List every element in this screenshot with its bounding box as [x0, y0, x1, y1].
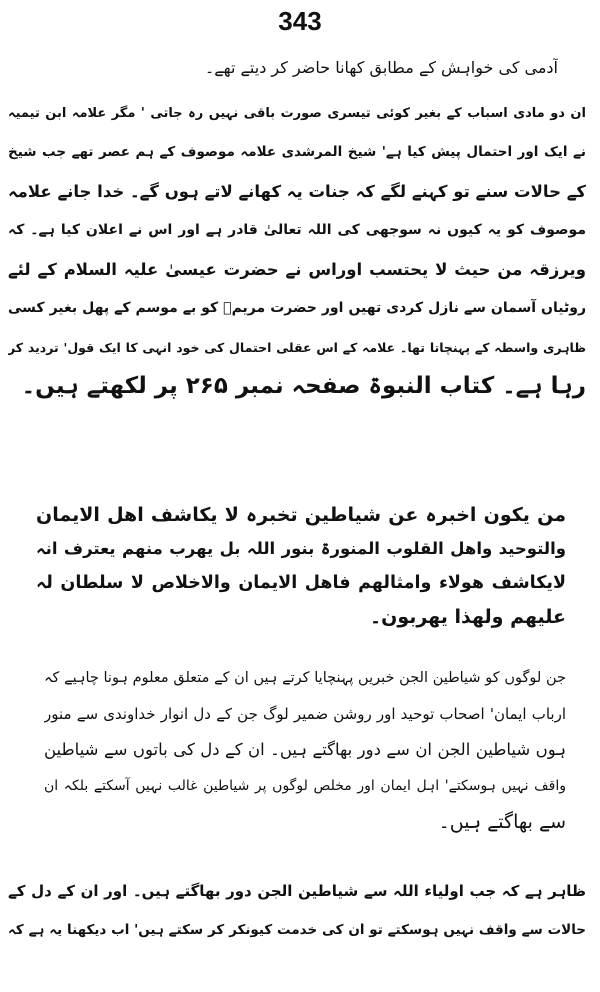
paragraph-1-line-1: ان دو مادی اسباب کے بغیر کوئی تیسری صورت باقی نہیں رہ جاتی ' مگر علامہ ابن تیمیہ	[8, 106, 586, 121]
paragraph-1	[8, 94, 586, 406]
translation-line-1: جن لوگوں کو شیاطین الجن خبریں پہنچایا کرتے ہیں ان کے متعلق معلوم ہونا چاہیے کہ	[44, 670, 566, 686]
paragraph-1-line-6: روٹیاں آسمان سے نازل کردی تھیں اور حضرت مریمؑ کو بے موسم کے پھل بغیر کسی	[8, 300, 586, 316]
paragraph-2-line-1: ظاہر ہے کہ جب اولیاء اللہ سے شیاطین الجن دور بھاگتے ہیں۔ اور ان کے دل کے	[8, 882, 586, 900]
arabic-quote-line-1: من یکون اخبرہ عن شیاطین تخبرہ لا یکاشف اھل الایمان	[36, 504, 566, 526]
paragraph-1-line-7: ظاہری واسطہ کے پہنچاتا تھا۔ علامہ کے اس عقلی احتمال کی خود انہی کا ایک قول' تردید کر	[8, 340, 586, 355]
arabic-quote-line-2: والتوحید واھل القلوب المنورۃ بنور اللہ بل یھرب منھم یعترف انہ	[36, 539, 566, 558]
first-line-block	[200, 48, 558, 88]
paragraph-2	[8, 872, 586, 950]
translation-line-5: سے بھاگتے ہیں۔	[438, 811, 566, 833]
arabic-quote-line-4: علیھم ولھذا یھربون۔	[369, 606, 566, 628]
paragraph-1-line-3: کے حالات سنے تو کہنے لگے کہ جنات یہ کھانے لاتے ہوں گے۔ خدا جانے علامہ	[8, 182, 586, 201]
translation-line-3: ہوں شیاطین الجن ان سے دور بھاگتے ہیں۔ ان کے دل کی باتوں سے شیاطین	[44, 740, 566, 759]
arabic-quote-line-3: لایکاشف ھولاء وامثالھم فاھل الایمان والاخلاص لا سلطان لہ	[36, 573, 566, 593]
paragraph-2-line-2: حالات سے واقف نہیں ہوسکتے تو ان کی خدمت کیونکر کر سکتے ہیں' اب دیکھنا یہ ہے کہ	[8, 922, 586, 938]
paragraph-1-line-5: ویرزقہ من حیث لا یحتسب اوراس نے حضرت عیسیٰ علیہ السلام کے لئے	[8, 260, 586, 279]
paragraph-1-line-8: رہا ہے۔ کتاب النبوۃ صفحہ نمبر ۲۶۵ پر لکھتے ہیں۔	[21, 373, 586, 399]
paragraph-1-line-2: نے ایک اور احتمال پیش کیا ہے' شیخ المرشدی علامہ موصوف کے ہم عصر تھے جب شیخ	[8, 144, 586, 160]
translation-line-4: واقف نہیں ہوسکتے' اہل ایمان اور مخلص لوگوں پر شیاطین غالب نہیں آسکتے بلکہ ان	[44, 778, 566, 794]
arabic-quote	[36, 498, 566, 634]
paragraph-1-line-4: موصوف کو یہ کیوں نہ سوجھی کی اللہ تعالیٰ قادر ہے اور اس نے اعلان کیا ہے۔ کہ	[8, 222, 586, 238]
first-line: آدمی کی خواہش کے مطابق کھانا حاضر کر دیتے تھے۔	[204, 58, 558, 77]
translation-line-2: ارباب ایمان' اصحاب توحید اور روشن ضمیر لوگ جن کے دل انوار خداوندی سے منور	[44, 705, 566, 723]
page-number: 343	[278, 6, 322, 36]
translation	[44, 660, 566, 840]
